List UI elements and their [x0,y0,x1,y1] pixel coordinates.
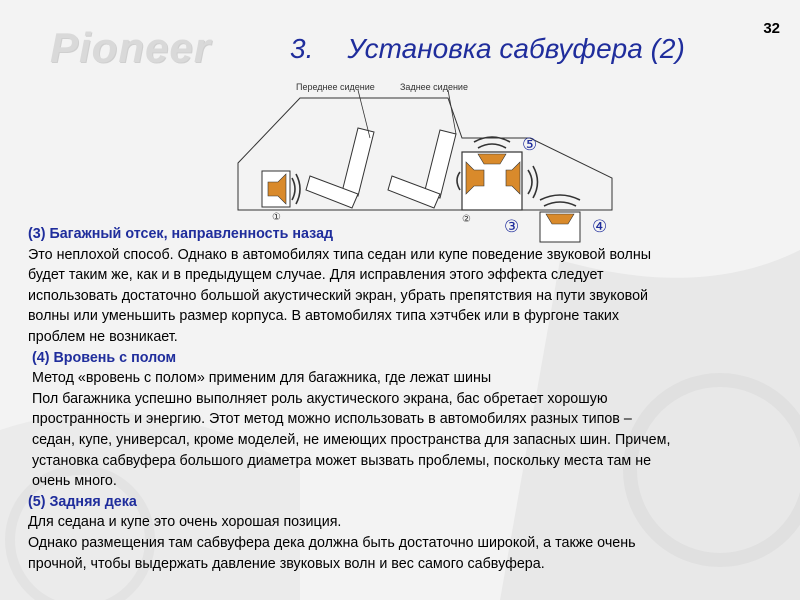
car-diagram [230,78,650,248]
paragraph-line: Пол багажника успешно выполняет роль акустического экрана, бас обретает хорошую [32,390,608,407]
page-title [290,33,685,65]
body-text [28,224,788,574]
paragraph-line: проблем не возникает. [28,328,178,345]
title-text: Установка сабвуфера (2) [347,33,685,64]
section-trunk-rear [28,224,788,348]
front-seat [306,128,374,208]
section-rear-deck [28,492,788,574]
marker-3: ③ [504,217,520,237]
speaker-position-1 [262,171,300,223]
paragraph-line: волны или уменьшить размер корпуса. В автомобилях типа хэтчбек или в фургоне таких [28,308,620,325]
marker-2: ② [462,214,471,225]
section-heading: (4) Вровень с полом [32,349,177,366]
page-number: 32 [763,20,780,37]
marker-4: ④ [592,217,608,237]
marker-5: ⑤ [522,135,538,155]
section-heading: (5) Задняя дека [28,493,137,510]
front-seat-label: Переднее сидение [296,82,375,92]
section-heading: (3) Багажный отсек, направленность назад [28,226,334,242]
title-number: 3. [290,33,314,64]
rear-seat-label: Заднее сидение [400,82,468,92]
paragraph-line: Метод «вровень с полом» применим для багажника, где лежат шины [32,370,492,387]
section-floor-level [28,348,788,492]
marker-1: ① [272,212,281,223]
paragraph-line: установка сабвуфера большого диаметра может вызвать проблемы, поскольку места там не [32,452,652,469]
paragraph-line: использовать достаточно большой акустический экран, убрать препятствия на пути звуковой [28,287,649,304]
paragraph-line: пространность и энергию. Этот метод можно использовать в автомобилях разных типов – [32,411,632,428]
paragraph-line: будет таким же, как и в предыдущем случае. Для исправления этого эффекта следует [28,267,604,284]
paragraph-line: Однако размещения там сабвуфера дека должна быть достаточно широкой, а также очень [28,534,636,551]
paragraph-line: очень много. [32,473,117,490]
paragraph-line: прочной, чтобы выдержать давление звуковых волн и вес самого сабвуфера. [28,555,545,572]
rear-seat [388,130,456,208]
paragraph-line: Для седана и купе это очень хорошая позиция. [28,514,342,531]
pioneer-logo: Pioneer [50,24,212,71]
paragraph-line: седан, купе, универсал, кроме моделей, не имеющих пространства для запасных шин. Причем, [32,431,671,448]
paragraph-line: Это неплохой способ. Однако в автомобилях типа седан или купе поведение звуковой волны [28,246,652,263]
